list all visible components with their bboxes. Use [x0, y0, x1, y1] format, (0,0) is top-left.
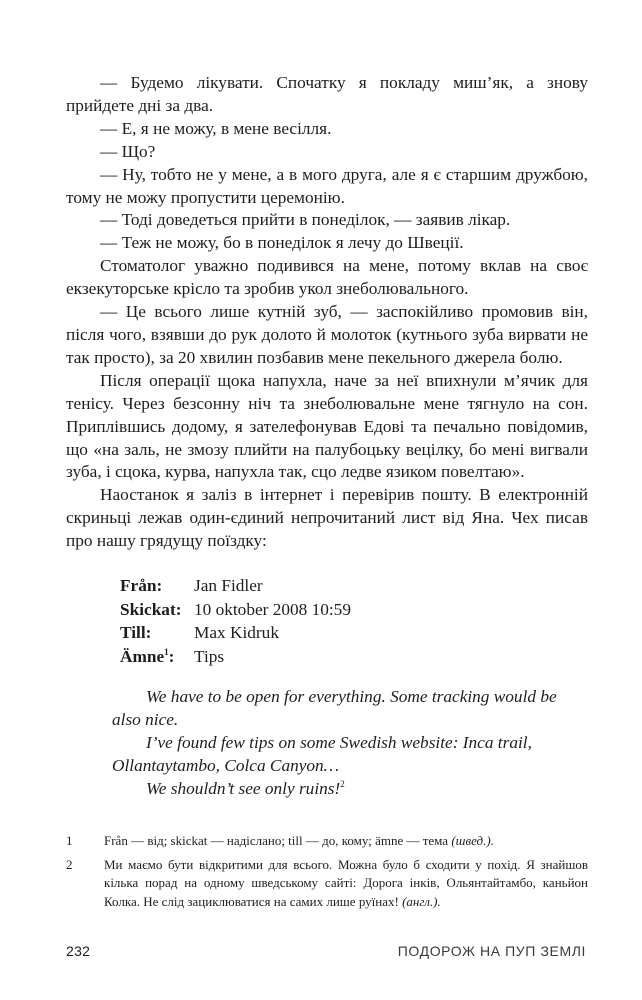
paragraph: Після операції щока напухла, наче за неї впихнули м’ячик для тенісу. Через безсонну ніч та знеболювальне мене тягнуло на сон. Приплівшись додому, я зателефонував Едові та печально повідомив, що «на заль, не змозу плийти на палубоцьку вецілку, бо мені вигвали зуба, і сцока, курва, напухла так, сцо ледве язиком повелтаю».	[66, 370, 588, 482]
footnote-body: Från — від; skickat — надіслано; till — до, кому; ämne — тема	[104, 833, 449, 848]
email-to-row	[120, 621, 351, 645]
footnotes	[66, 832, 588, 916]
email-from-label: Från:	[120, 576, 163, 595]
footnote-body: Ми маємо бути відкритими для всього. Можна було б сходити у похід. Я знайшов кілька порад на одному шведському сайті: Дорога інків, Ольянтайтамбо, каньйон Колка. Не слід зациклюватися на самих лише руїнах!	[104, 856, 588, 909]
footnote-language: (швед.).	[451, 833, 494, 848]
email-sent-label: Skickat:	[120, 599, 182, 619]
email-to-value: Max Kidruk	[194, 623, 279, 643]
footnote-ref: 2	[340, 778, 345, 789]
footnote	[66, 856, 588, 912]
paragraph: — Будемо лікувати. Спочатку я покладу миш’як, а знову прийдете дні за два.	[66, 73, 588, 115]
email-subject-row	[120, 645, 351, 669]
email-from-row	[120, 574, 351, 598]
running-title: ПОДОРОЖ НА ПУП ЗЕМЛІ	[397, 943, 586, 959]
footnote-language: (англ.).	[402, 893, 441, 909]
email-from-value: Jan Fidler	[194, 576, 263, 595]
email-subject-word: Ämne	[120, 646, 165, 666]
email-sent-value: 10 oktober 2008 10:59	[194, 599, 351, 619]
footnote-text	[104, 856, 588, 912]
footnote	[66, 832, 588, 851]
email-subject-label	[120, 645, 188, 669]
paragraph: Наостанок я заліз в інтернет і перевірив пошту. В електронній скриньці лежав один-єдиний непрочитаний лист від Яна. Чех писав про нашу грядущу поїздку:	[66, 485, 588, 551]
footnote-text	[104, 832, 588, 851]
email-subject-colon: :	[168, 646, 175, 666]
letter-line-text: We shouldn’t see only ruins!	[146, 778, 341, 798]
email-header	[120, 574, 351, 668]
footnote-number: 2	[66, 856, 73, 872]
paragraph: — Теж не можу, бо в понеділок я лечу до Швеції.	[100, 233, 464, 253]
paragraph: — Що?	[100, 141, 156, 161]
paragraph: — Тоді доведеться прийти в понеділок, — заявив лікар.	[100, 210, 511, 230]
page-number: 232	[66, 943, 91, 959]
letter-body	[112, 686, 582, 801]
main-text	[66, 72, 588, 553]
paragraph: — Е, я не можу, в мене весілля.	[100, 118, 332, 138]
email-subject-value: Tips	[194, 646, 225, 666]
letter-line: I’ve found few tips on some Swedish website: Inca trail, Ollantaytambo, Colca Canyon…	[112, 732, 532, 775]
paragraph: — Ну, тобто не у мене, а в мого друга, але я є старшим дружбою, тому не можу пропустити церемонію.	[66, 164, 588, 207]
footnote-number: 1	[66, 833, 73, 848]
letter-line: We have to be open for everything. Some tracking would be also nice.	[112, 687, 557, 729]
email-sent-row	[120, 598, 351, 622]
footnote-ref: 1	[164, 647, 169, 658]
paragraph: Стоматолог уважно подивився на мене, потому вклав на своє екзекуторське крісло та зробив укол знеболювального.	[66, 256, 588, 299]
email-to-label: Till:	[120, 623, 152, 643]
letter-line	[112, 778, 582, 801]
paragraph: — Це всього лише кутній зуб, — заспокійливо промовив він, після чого, взявши до рук долото й молоток (кутнього зуба вирвати не так просто), за 20 хвилин позбавив мене пекельного джерела болю.	[66, 302, 588, 367]
